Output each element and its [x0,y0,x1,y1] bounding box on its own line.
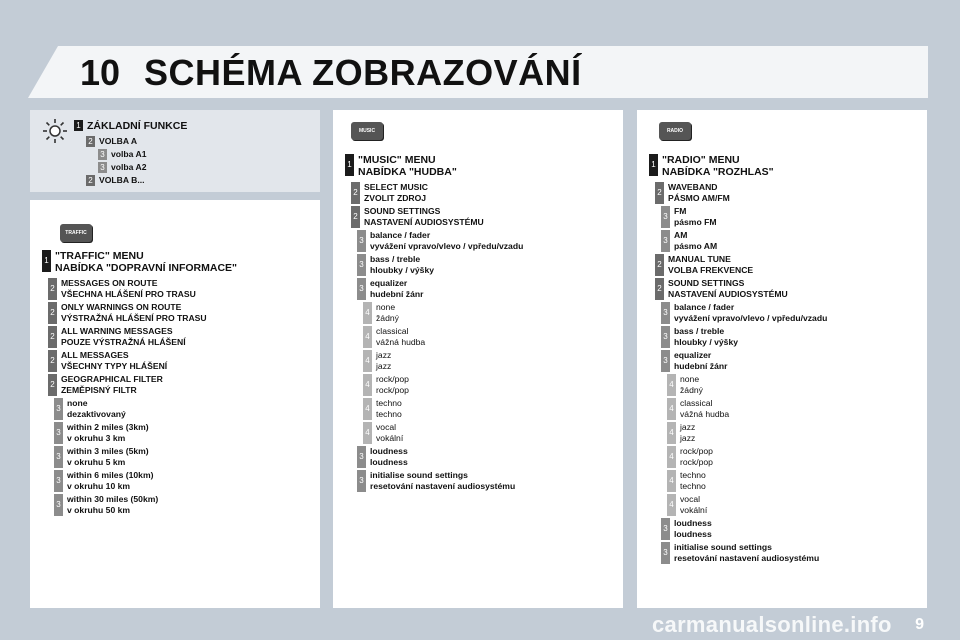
menu-item-label [680,398,729,420]
menu-item-label [67,422,149,444]
menu-item-line: equalizer [370,278,408,288]
level-badge: 3 [54,446,63,468]
level-badge: 2 [48,278,57,300]
menu-item-label [61,374,163,396]
level-badge: 2 [351,182,360,204]
menu-item-label [370,446,408,468]
menu-item-line: resetování nastavení audiosystému [674,553,820,563]
menu-item-label [99,136,137,147]
level-badge: 3 [98,149,107,160]
menu-item-label [680,446,713,468]
menu-item-line: hloubky / výšky [674,337,739,347]
level-badge: 3 [54,470,63,492]
radio-menu-item [655,254,753,276]
level-badge: 3 [661,206,670,228]
level-badge: 2 [48,350,57,372]
level-badge: 2 [48,326,57,348]
menu-item-line: bass / treble [674,326,725,336]
menu-item-line: bass / treble [370,254,421,264]
menu-item-line: vokální [376,433,404,443]
traffic-menu-item [48,374,163,396]
menu-item-line: balance / fader [674,302,735,312]
menu-item-line: pásmo AM [674,241,718,251]
level-badge: 4 [667,494,676,516]
music-menu-item [363,422,403,444]
music-menu-item [363,326,425,348]
traffic-panel [30,200,320,608]
level-badge: 2 [655,254,664,276]
menu-item-line: vážná hudba [680,409,730,419]
level-badge: 3 [661,230,670,252]
menu-item-line: NASTAVENÍ AUDIOSYSTÉMU [668,289,788,299]
menu-item-line: hudební žánr [370,289,424,299]
traffic-menu-item [54,470,153,492]
level-badge: 2 [655,278,664,300]
menu-item-line: balance / fader [370,230,431,240]
menu-item-label [376,350,391,372]
menu-item-line: VÝSTRAŽNÁ HLÁŠENÍ PRO TRASU [61,313,207,323]
music-panel [333,110,623,608]
menu-item-line: VOLBA B... [99,175,145,185]
menu-item-line: GEOGRAPHICAL FILTER [61,374,163,384]
menu-item-label [680,422,695,444]
menu-item-line: within 2 miles (3km) [67,422,149,432]
menu-item-line: "TRAFFIC" MENU [55,250,144,262]
level-badge: 4 [363,374,372,396]
level-badge: 3 [661,518,670,540]
menu-item-line: techno [680,470,706,480]
menu-item-line: equalizer [674,350,712,360]
menu-item-line: žádný [376,313,399,323]
radio-menu-item [667,494,707,516]
traffic-menu-item [48,302,207,324]
radio-menu-item [661,518,712,540]
watermark: carmanualsonline.info [652,612,892,637]
menu-item-line: ZVOLIT ZDROJ [364,193,427,203]
menu-item-line: v okruhu 50 km [67,505,131,515]
radio-menu-item [667,470,706,492]
page-title: SCHÉMA ZOBRAZOVÁNÍ [144,52,582,93]
menu-item-line: none [376,302,396,312]
menu-item-line: "RADIO" MENU [662,154,740,166]
basic-menu-item [86,175,145,186]
menu-item-label [111,162,147,173]
music-menu-item [351,182,428,204]
menu-item-line: hloubky / výšky [370,265,435,275]
menu-item-line: volba A2 [111,162,147,172]
radio-icon: RADIO [659,122,691,140]
traffic-menu-item [48,326,186,348]
sun-icon [42,118,68,144]
menu-item-line: žádný [680,385,703,395]
traffic-menu-item [42,250,237,274]
menu-item-line: dezaktivovaný [67,409,126,419]
radio-menu-item [661,542,819,564]
menu-item-line: VŠECHNY TYPY HLÁŠENÍ [61,361,168,371]
level-badge: 4 [363,422,372,444]
music-menu-item [363,374,409,396]
menu-item-line: vážná hudba [376,337,426,347]
traffic-menu-item [54,398,126,420]
menu-item-line: VŠECHNA HLÁŠENÍ PRO TRASU [61,289,196,299]
menu-item-label [111,149,147,160]
menu-item-label [376,302,399,324]
traffic-icon: TRAFFIC [60,224,92,242]
radio-menu-item [661,302,827,324]
menu-item-line: none [680,374,700,384]
level-badge: 3 [54,422,63,444]
level-badge: 3 [357,278,366,300]
menu-item-label [55,250,237,274]
music-menu-item [357,446,408,468]
menu-item-line: jazz [376,361,392,371]
radio-menu-item [661,206,717,228]
menu-item-label [87,120,187,132]
level-badge: 4 [667,446,676,468]
menu-item-line: vyvážení vpravo/vlevo / vpředu/vzadu [370,241,524,251]
menu-item-line: loudness [674,529,712,539]
music-menu-item [357,470,515,492]
level-badge: 2 [48,374,57,396]
menu-item-label [67,446,149,468]
menu-item-line: NASTAVENÍ AUDIOSYSTÉMU [364,217,484,227]
traffic-menu-item [48,278,196,300]
menu-item-line: jazz [376,350,392,360]
menu-item-label [680,470,706,492]
menu-item-label [376,398,402,420]
menu-item-line: none [67,398,88,408]
basic-menu-item [98,149,147,160]
menu-item-line: rock/pop [680,446,713,456]
traffic-menu-item [54,494,158,516]
level-badge: 3 [54,398,63,420]
menu-item-label [370,230,523,252]
menu-item-line: SOUND SETTINGS [364,206,441,216]
music-menu-item [357,230,523,252]
menu-item-line: vokální [680,505,708,515]
basic-menu-item [98,162,147,173]
page-number: 9 [915,616,924,633]
menu-item-label [376,422,403,444]
menu-item-line: hudební žánr [674,361,728,371]
level-badge: 1 [74,120,83,131]
menu-item-line: rock/pop [376,374,409,384]
radio-menu-item [667,398,729,420]
menu-item-label [61,302,207,324]
menu-item-line: v okruhu 10 km [67,481,131,491]
level-badge: 4 [667,374,676,396]
menu-item-line: VOLBA A [99,136,138,146]
menu-item-line: jazz [680,422,696,432]
radio-menu-item [667,446,713,468]
menu-item-line: classical [680,398,713,408]
menu-item-label [61,278,196,300]
menu-item-line: classical [376,326,409,336]
menu-item-line: vocal [376,422,397,432]
menu-item-label [61,326,186,348]
level-badge: 1 [42,250,51,272]
menu-item-line: SELECT MUSIC [364,182,428,192]
menu-item-line: rock/pop [680,457,713,467]
menu-item-line: MANUAL TUNE [668,254,731,264]
menu-item-line: ONLY WARNINGS ON ROUTE [61,302,182,312]
menu-item-line: ALL MESSAGES [61,350,129,360]
menu-item-line: techno [376,409,402,419]
level-badge: 3 [357,446,366,468]
menu-item-line: NABÍDKA "DOPRAVNÍ INFORMACE" [55,262,238,274]
menu-item-line: rock/pop [376,385,409,395]
menu-item-line: WAVEBAND [668,182,718,192]
menu-item-line: vocal [680,494,701,504]
menu-item-line: volba A1 [111,149,147,159]
level-badge: 1 [649,154,658,176]
menu-item-label [674,518,712,540]
music-menu-item [357,278,423,300]
menu-item-line: initialise sound settings [370,470,468,480]
menu-item-label [364,182,428,204]
menu-item-line: NABÍDKA "ROZHLAS" [662,166,774,178]
menu-item-line: PÁSMO AM/FM [668,193,730,203]
level-badge: 4 [363,326,372,348]
menu-item-label [370,254,434,276]
level-badge: 3 [357,254,366,276]
chapter-number: 10 [80,52,121,93]
radio-menu-item [661,230,717,252]
menu-item-line: "MUSIC" MENU [358,154,436,166]
menu-item-line: v okruhu 5 km [67,457,126,467]
menu-item-line: MESSAGES ON ROUTE [61,278,158,288]
menu-item-label [674,206,717,228]
menu-item-line: SOUND SETTINGS [668,278,745,288]
music-menu-item [363,302,399,324]
menu-item-label [370,278,423,300]
menu-item-label [674,350,727,372]
music-menu-item [363,350,391,372]
menu-item-line: within 30 miles (50km) [67,494,159,504]
menu-item-line: ZÁKLADNÍ FUNKCE [87,120,188,132]
traffic-menu-item [54,422,149,444]
level-badge: 3 [357,470,366,492]
level-badge: 3 [661,542,670,564]
level-badge: 3 [661,326,670,348]
menu-item-label [67,398,126,420]
traffic-menu-item [48,350,167,372]
level-badge: 4 [667,398,676,420]
menu-item-label [370,470,515,492]
level-badge: 3 [98,162,107,173]
level-badge: 4 [667,422,676,444]
radio-menu-item [655,182,730,204]
menu-item-label [674,302,827,324]
menu-item-line: within 6 miles (10km) [67,470,154,480]
menu-item-label [674,230,717,252]
menu-item-line: VOLBA FREKVENCE [668,265,754,275]
radio-menu-item [655,278,788,300]
level-badge: 4 [667,470,676,492]
menu-item-line: within 3 miles (5km) [67,446,149,456]
level-badge: 1 [345,154,354,176]
menu-item-label [668,254,753,276]
level-badge: 2 [86,175,95,186]
menu-item-label [674,326,738,348]
menu-item-line: initialise sound settings [674,542,772,552]
menu-item-label [364,206,484,228]
menu-item-line: ZEMĚPISNÝ FILTR [61,385,137,395]
menu-item-line: v okruhu 3 km [67,433,126,443]
music-menu-item [357,254,434,276]
radio-menu-item [661,350,727,372]
level-badge: 2 [351,206,360,228]
menu-item-line: techno [376,398,402,408]
level-badge: 3 [661,350,670,372]
menu-item-line: NABÍDKA "HUDBA" [358,166,457,178]
menu-item-line: FM [674,206,687,216]
menu-item-label [674,542,819,564]
level-badge: 3 [54,494,63,516]
menu-item-label [662,154,774,178]
level-badge: 3 [357,230,366,252]
header-corner [28,46,58,98]
level-badge: 2 [48,302,57,324]
menu-item-line: POUZE VÝSTRAŽNÁ HLÁŠENÍ [61,337,186,347]
menu-item-label [61,350,167,372]
menu-item-line: AM [674,230,688,240]
menu-item-label [376,374,409,396]
basic-functions-panel [30,110,320,192]
music-icon: MUSIC [351,122,383,140]
music-menu-item [345,154,457,178]
menu-item-label [99,175,145,186]
menu-item-line: ALL WARNING MESSAGES [61,326,173,336]
menu-item-line: jazz [680,433,696,443]
level-badge: 4 [363,302,372,324]
level-badge: 2 [655,182,664,204]
basic-menu-item [74,120,187,132]
menu-item-line: loudness [674,518,712,528]
radio-menu-item [661,326,738,348]
menu-item-label [67,470,153,492]
basic-menu-item [86,136,137,147]
level-badge: 4 [363,398,372,420]
music-menu-item [351,206,484,228]
menu-item-label [668,182,730,204]
radio-menu-item [667,374,703,396]
radio-menu-item [667,422,695,444]
menu-item-line: loudness [370,446,408,456]
menu-item-label [358,154,457,178]
traffic-menu-item [54,446,149,468]
menu-item-label [67,494,158,516]
radio-panel [637,110,927,608]
radio-menu-item [649,154,774,178]
level-badge: 2 [86,136,95,147]
menu-item-line: loudness [370,457,408,467]
menu-item-label [680,494,707,516]
level-badge: 3 [661,302,670,324]
menu-item-label [680,374,703,396]
menu-item-line: pásmo FM [674,217,717,227]
music-menu-item [363,398,402,420]
menu-item-label [668,278,788,300]
menu-item-line: resetování nastavení audiosystému [370,481,516,491]
menu-item-line: vyvážení vpravo/vlevo / vpředu/vzadu [674,313,828,323]
menu-item-line: techno [680,481,706,491]
menu-item-label [376,326,425,348]
level-badge: 4 [363,350,372,372]
